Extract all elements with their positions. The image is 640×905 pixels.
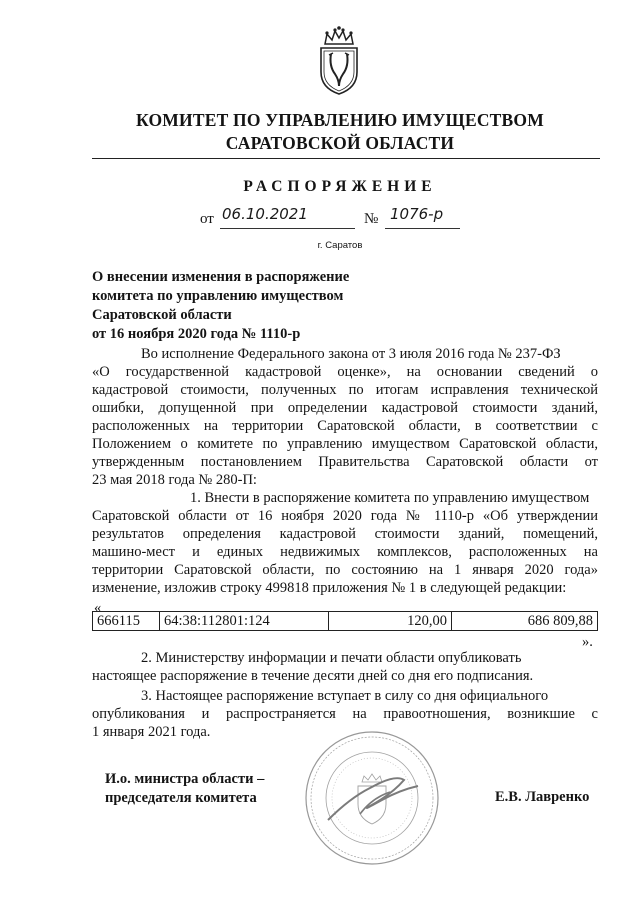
quote-close: ». <box>582 634 593 650</box>
handwritten-date: 06.10.2021 <box>222 205 308 223</box>
item1-line: машино-мест и единых недвижимых комплексов, расположенных на <box>92 544 598 560</box>
item1-line: Саратовской области от 16 ноября 2020 года № 1110-р «Об утверждении <box>92 508 598 524</box>
table-cell-cadastral-number: 64:38:112801:124 <box>160 612 329 631</box>
date-underline <box>220 228 355 229</box>
quote-open: « <box>94 600 102 616</box>
table-row <box>93 612 598 631</box>
subject-line: Саратовской области <box>92 307 232 323</box>
item3-line: 3. Настоящее распоряжение вступает в силу со дня официального <box>141 688 549 704</box>
item1-line: результатов определения кадастровой стоимости зданий, помещений, <box>92 526 598 542</box>
coat-of-arms-icon <box>313 26 365 96</box>
body-line: ошибки, допущенной при определении кадастровой стоимости зданий, <box>92 400 598 416</box>
number-prefix: № <box>364 211 379 227</box>
body-line: утвержденным постановлением Правительства Саратовской области от <box>92 454 598 470</box>
body-line: расположенных на территории Саратовской области, в соответствии с <box>92 418 598 434</box>
signatory-position <box>105 770 264 808</box>
body-line: Во исполнение Федерального закона от 3 июля 2016 года № 237-ФЗ <box>141 346 561 362</box>
date-number-row <box>200 205 500 229</box>
document-type-title: РАСПОРЯЖЕНИЕ <box>243 178 437 195</box>
amended-row-table <box>92 611 598 631</box>
body-line: 23 мая 2018 года № 280-П: <box>92 472 257 488</box>
table-cell-row-number: 666115 <box>93 612 160 631</box>
org-name-line1: КОМИТЕТ ПО УПРАВЛЕНИЮ ИМУЩЕСТВОМ <box>136 110 544 130</box>
preamble-and-item1 <box>92 345 598 597</box>
item1-line: территории Саратовской области, по состоянию на 1 января 2020 года» <box>92 562 598 578</box>
subject-line: комитета по управлению имуществом <box>92 288 344 304</box>
subject-line: О внесении изменения в распоряжение <box>92 269 350 285</box>
body-line: «О государственной кадастровой оценке», на основании сведений о <box>92 364 598 380</box>
header-divider <box>92 158 600 159</box>
table-cell-area: 120,00 <box>329 612 452 631</box>
table-cell-cadastral-value: 686 809,88 <box>452 612 598 631</box>
official-seal-icon <box>300 728 445 868</box>
signatory-position-line: И.о. министра области – <box>105 771 265 787</box>
item2-line: настоящее распоряжение в течение десяти дней со дня его подписания. <box>92 668 534 684</box>
item1-line: 1. Внести в распоряжение комитета по управлению имуществом <box>190 490 590 506</box>
signatory-name: Е.В. Лавренко <box>495 789 590 805</box>
item3-line: 1 января 2021 года. <box>92 724 211 740</box>
city-label: г. Саратов <box>317 240 363 251</box>
item2 <box>92 649 598 685</box>
body-line: Положением о комитете по управлению имуществом Саратовской области, <box>92 436 598 452</box>
subject-line: от 16 ноября 2020 года № 1110-р <box>92 326 301 342</box>
item3-line: опубликования и распространяется на правоотношения, возникшие с <box>92 706 598 722</box>
number-underline <box>385 228 460 229</box>
org-name-line2: САРАТОВСКОЙ ОБЛАСТИ <box>225 133 455 153</box>
date-prefix: от <box>200 211 214 227</box>
signatory-position-line: председателя комитета <box>105 790 257 806</box>
item1-line: изменение, изложив строку 499818 приложения № 1 в следующей редакции: <box>92 580 567 596</box>
item2-line: 2. Министерству информации и печати области опубликовать <box>141 650 522 666</box>
body-line: кадастровой стоимости, полученных по итогам исправления технической <box>92 382 598 398</box>
document-subject <box>92 268 349 344</box>
handwritten-number: 1076-р <box>390 205 444 223</box>
